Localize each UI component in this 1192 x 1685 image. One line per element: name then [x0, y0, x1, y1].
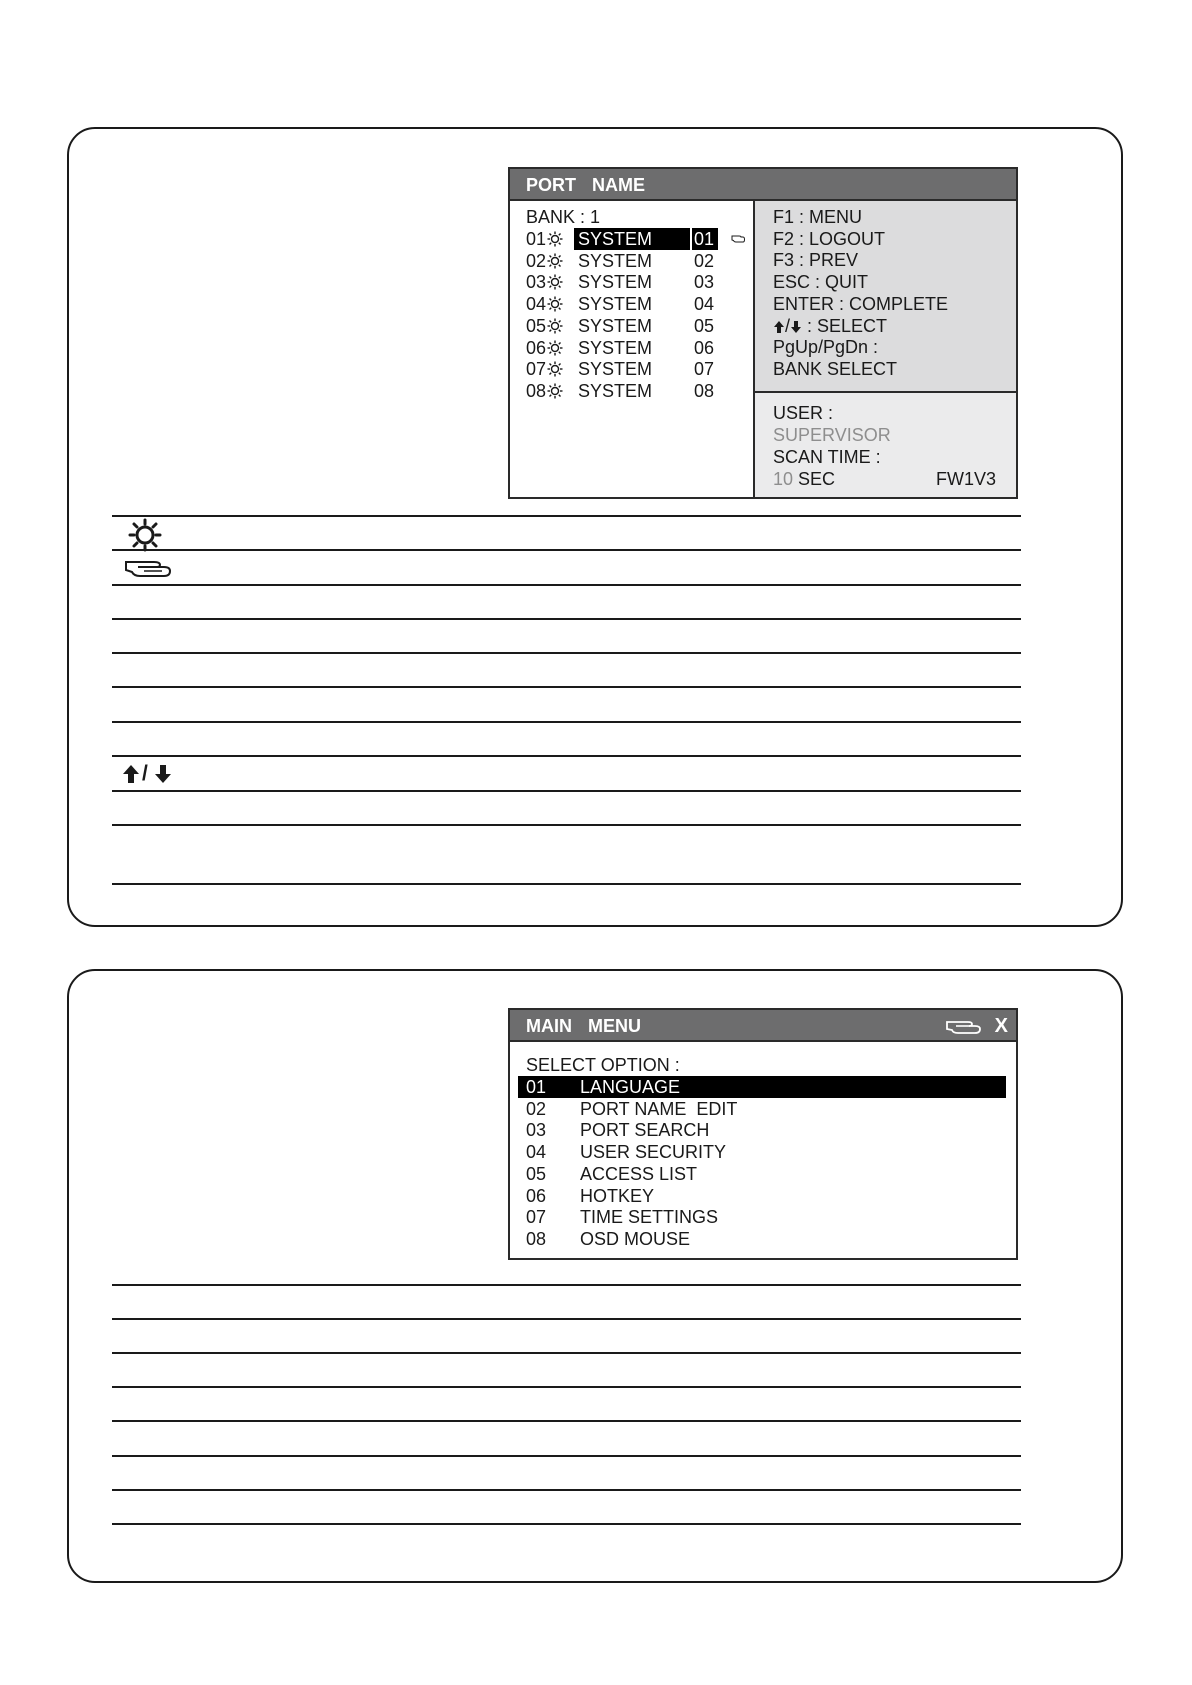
menu-option[interactable]: [518, 1119, 1006, 1141]
option-label: HOTKEY: [580, 1185, 655, 1206]
rule-line: [112, 515, 1021, 517]
port-name-osd-window: [508, 167, 1018, 499]
port-number: 07: [526, 359, 547, 380]
port-id: 03: [694, 272, 715, 293]
sun-icon: [547, 361, 563, 377]
port-id: 05: [694, 315, 715, 336]
port-number: 01: [526, 229, 547, 249]
rule-line: [112, 1352, 1021, 1354]
bank-label: BANK : 1: [526, 207, 601, 227]
rule-line: [112, 686, 1021, 688]
sun-icon: [547, 253, 563, 269]
port-row[interactable]: [526, 228, 746, 250]
rule-line: [112, 584, 1021, 586]
rule-line: [112, 755, 1021, 757]
port-name: SYSTEM: [578, 380, 653, 401]
sun-icon: [547, 231, 563, 247]
option-label: PORT SEARCH: [580, 1120, 710, 1141]
pointing-hand-icon: [124, 556, 172, 580]
port-row[interactable]: [526, 293, 746, 315]
option-label: OSD MOUSE: [580, 1228, 691, 1249]
menu-option[interactable]: [518, 1228, 1006, 1250]
scan-time-label: SCAN TIME :: [773, 447, 881, 467]
pointing-hand-icon[interactable]: [946, 1019, 982, 1035]
option-label: PORT NAME EDIT: [580, 1098, 738, 1119]
menu-option[interactable]: [518, 1098, 1006, 1120]
scan-time-value: 10: [773, 469, 794, 489]
rule-line: [112, 824, 1021, 826]
arrow-up-icon: [122, 764, 140, 784]
port-list: [510, 201, 755, 497]
port-number: 03: [526, 272, 547, 293]
sun-icon: [547, 274, 563, 290]
user-value: SUPERVISOR: [773, 425, 891, 445]
menu-option[interactable]: [518, 1163, 1006, 1185]
menu-option[interactable]: [518, 1206, 1006, 1228]
key-help-item: ESC : QUIT: [773, 272, 869, 293]
port-row[interactable]: [526, 250, 746, 272]
key-help-item: F1 : MENU: [773, 207, 863, 227]
rule-line: [112, 549, 1021, 551]
port-id: 01: [692, 228, 718, 250]
rule-line: [112, 652, 1021, 654]
title-word-1: PORT: [526, 175, 577, 195]
rule-line: [112, 1420, 1021, 1422]
rule-line: [112, 790, 1021, 792]
option-number: 02: [526, 1098, 547, 1119]
rule-line: [112, 1318, 1021, 1320]
arrow-separator: /: [142, 762, 148, 785]
port-number: 06: [526, 337, 547, 358]
rule-line: [112, 1284, 1021, 1286]
option-label: TIME SETTINGS: [580, 1207, 719, 1228]
title-word-2: NAME: [592, 175, 646, 195]
menu-option[interactable]: [518, 1141, 1006, 1163]
sun-icon: [547, 318, 563, 334]
arrow-up-icon: [773, 320, 785, 334]
title-word-1: MAIN: [526, 1016, 572, 1036]
option-label: USER SECURITY: [580, 1142, 727, 1163]
option-label: ACCESS LIST: [580, 1163, 698, 1184]
rule-line: [112, 1455, 1021, 1457]
option-number: 04: [526, 1142, 547, 1163]
sun-icon: [547, 383, 563, 399]
rule-line: [112, 1386, 1021, 1388]
option-number: 03: [526, 1120, 547, 1141]
option-number: 07: [526, 1207, 547, 1228]
sun-icon: [128, 518, 162, 552]
port-row[interactable]: [526, 358, 746, 380]
port-name: SYSTEM: [578, 294, 653, 315]
menu-option[interactable]: [518, 1185, 1006, 1207]
port-name: SYSTEM: [578, 337, 653, 358]
osd-title-bar: [510, 169, 1016, 201]
key-help-text: : SELECT: [802, 315, 888, 336]
option-number: 06: [526, 1185, 547, 1206]
sun-icon: [547, 340, 563, 356]
key-help-item: F2 : LOGOUT: [773, 228, 886, 249]
port-name: SYSTEM: [578, 359, 653, 380]
port-id: 08: [694, 380, 715, 401]
arrow-down-icon: [790, 320, 802, 334]
port-id: 07: [694, 359, 715, 380]
port-row[interactable]: [526, 337, 746, 359]
port-number: 02: [526, 250, 547, 271]
scan-time-readout: [773, 468, 835, 490]
sun-icon: [547, 296, 563, 312]
rule-line: [112, 618, 1021, 620]
port-name: SYSTEM: [578, 272, 653, 293]
rule-line: [112, 721, 1021, 723]
menu-option[interactable]: [518, 1076, 1006, 1098]
port-row[interactable]: [526, 315, 746, 337]
port-name: SYSTEM: [574, 228, 690, 250]
select-option-label: SELECT OPTION :: [526, 1055, 680, 1075]
status-area: [755, 393, 1016, 497]
key-help: [755, 201, 1016, 393]
key-help-item: [773, 315, 887, 337]
rule-line: [112, 1523, 1021, 1525]
port-number: 08: [526, 380, 547, 401]
port-row[interactable]: [526, 271, 746, 293]
rule-line: [112, 1489, 1021, 1491]
port-name: SYSTEM: [578, 315, 653, 336]
pointing-hand-icon: [731, 234, 745, 244]
key-help-item: F3 : PREV: [773, 250, 859, 271]
option-label: LANGUAGE: [580, 1077, 681, 1097]
title-word-2: MENU: [588, 1016, 641, 1036]
port-number: 05: [526, 315, 547, 336]
firmware-version: FW1V3: [935, 469, 996, 489]
scan-time-unit: SEC: [793, 469, 836, 489]
key-help-item: BANK SELECT: [773, 358, 898, 379]
arrow-down-icon: [154, 764, 172, 784]
key-help-item: ENTER : COMPLETE: [773, 293, 949, 314]
main-menu-osd-window: [508, 1008, 1018, 1260]
port-id: 04: [694, 294, 715, 315]
port-number: 04: [526, 294, 547, 315]
option-number: 01: [526, 1077, 547, 1097]
port-id: 02: [694, 250, 715, 271]
osd-title-bar: [510, 1010, 1016, 1042]
port-name: SYSTEM: [578, 250, 653, 271]
close-button[interactable]: X: [994, 1015, 1008, 1037]
key-help-item: PgUp/PgDn :: [773, 337, 879, 358]
user-label: USER :: [773, 403, 834, 423]
option-number: 08: [526, 1228, 547, 1249]
arrow-separator: /: [785, 315, 791, 336]
option-number: 05: [526, 1163, 547, 1184]
port-row[interactable]: [526, 380, 746, 402]
port-id: 06: [694, 337, 715, 358]
rule-line: [112, 883, 1021, 885]
